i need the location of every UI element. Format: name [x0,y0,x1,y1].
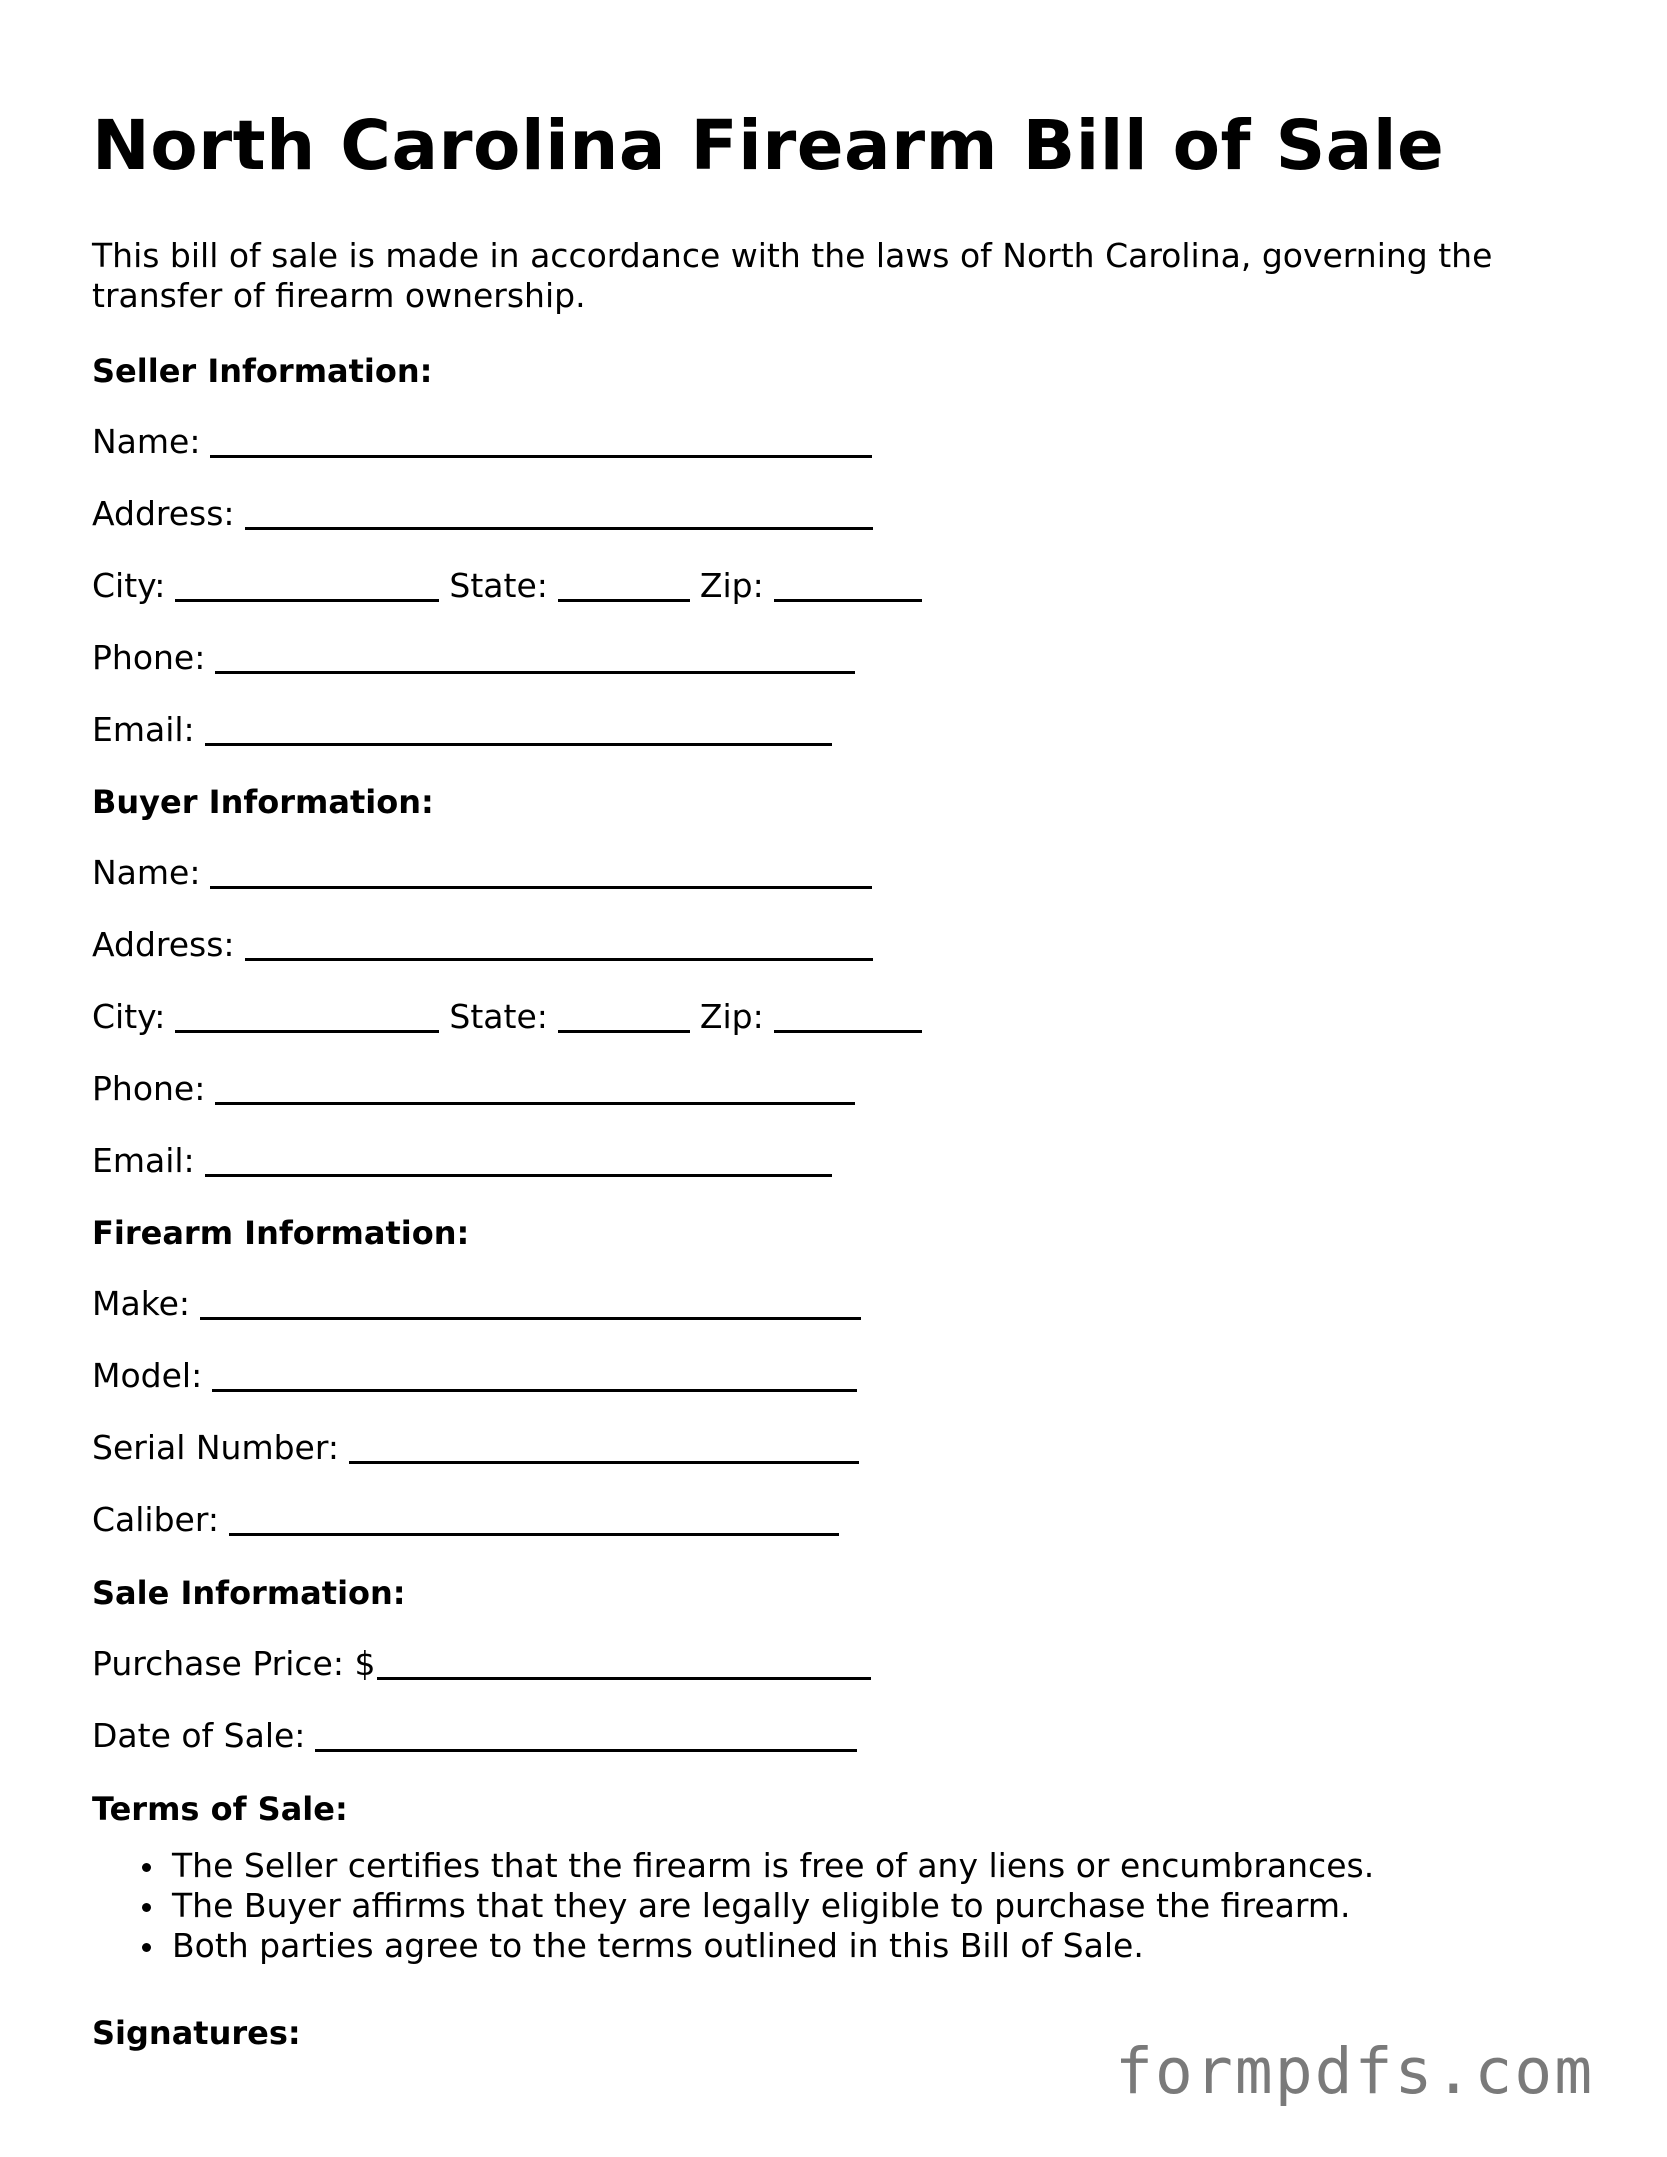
terms-heading: Terms of Sale: [92,1790,348,1828]
buyer-email-field [92,1141,832,1180]
seller-name-field [92,422,872,461]
seller-address-field [92,494,873,533]
buyer-city-state-zip-field [92,997,922,1036]
seller-name-label: Name: [92,422,201,461]
seller-email-label: Email: [92,710,195,749]
buyer-name-label: Name: [92,853,201,892]
buyer-email-label: Email: [92,1141,195,1180]
document-title: North Carolina Firearm Bill of Sale [92,106,1445,186]
firearm-serial-label: Serial Number: [92,1428,339,1467]
buyer-phone-label: Phone: [92,1069,206,1108]
seller-phone-input[interactable] [215,641,855,674]
firearm-model-field [92,1356,857,1395]
buyer-address-field [92,925,873,964]
seller-city-input[interactable] [175,569,439,602]
seller-email-input[interactable] [205,713,832,746]
firearm-make-input[interactable] [200,1287,861,1320]
date-of-sale-field [92,1716,857,1755]
terms-item [92,1846,1374,1886]
terms-item [92,1926,1374,1966]
bullet-icon [142,1863,151,1872]
watermark: formpdfs.com [1115,2035,1595,2108]
seller-address-input[interactable] [245,497,873,530]
date-of-sale-input[interactable] [315,1719,857,1752]
purchase-price-label: Purchase Price: $ [92,1644,376,1683]
buyer-phone-field [92,1069,855,1108]
firearm-caliber-field [92,1500,839,1539]
seller-phone-label: Phone: [92,638,206,677]
buyer-zip-label: Zip: [699,997,764,1036]
seller-name-input[interactable] [210,425,872,458]
seller-address-label: Address: [92,494,235,533]
buyer-city-input[interactable] [175,1000,439,1033]
firearm-serial-field [92,1428,859,1467]
seller-state-input[interactable] [558,569,690,602]
buyer-phone-input[interactable] [215,1072,855,1105]
firearm-make-label: Make: [92,1284,191,1323]
bullet-icon [142,1903,151,1912]
signatures-heading: Signatures: [92,2014,301,2052]
buyer-name-field [92,853,872,892]
firearm-serial-input[interactable] [349,1431,859,1464]
seller-zip-input[interactable] [774,569,922,602]
terms-list [92,1846,1374,1966]
buyer-address-input[interactable] [245,928,873,961]
buyer-name-input[interactable] [210,856,872,889]
seller-city-label: City: [92,566,166,605]
firearm-caliber-label: Caliber: [92,1500,219,1539]
buyer-heading: Buyer Information: [92,783,434,821]
firearm-model-input[interactable] [212,1359,857,1392]
buyer-state-input[interactable] [558,1000,690,1033]
seller-heading: Seller Information: [92,352,433,390]
firearm-model-label: Model: [92,1356,203,1395]
seller-city-state-zip-field [92,566,922,605]
bullet-icon [142,1943,151,1952]
buyer-email-input[interactable] [205,1144,832,1177]
buyer-city-label: City: [92,997,166,1036]
buyer-state-label: State: [449,997,548,1036]
terms-item-text: Both parties agree to the terms outlined in this Bill of Sale. [172,1926,1144,1965]
seller-email-field [92,710,832,749]
seller-phone-field [92,638,855,677]
purchase-price-field [92,1644,871,1683]
firearm-caliber-input[interactable] [229,1503,839,1536]
purchase-price-input[interactable] [377,1647,871,1680]
firearm-heading: Firearm Information: [92,1214,470,1252]
terms-item-text: The Buyer affirms that they are legally eligible to purchase the firearm. [172,1886,1351,1925]
date-of-sale-label: Date of Sale: [92,1716,306,1755]
intro-paragraph: This bill of sale is made in accordance with the laws of North Carolina, governing the transfer of firearm ownership. [92,236,1493,315]
terms-item [92,1886,1374,1926]
firearm-make-field [92,1284,861,1323]
seller-zip-label: Zip: [699,566,764,605]
terms-item-text: The Seller certifies that the firearm is free of any liens or encumbrances. [172,1846,1375,1885]
buyer-zip-input[interactable] [774,1000,922,1033]
buyer-address-label: Address: [92,925,235,964]
seller-state-label: State: [449,566,548,605]
sale-heading: Sale Information: [92,1574,406,1612]
